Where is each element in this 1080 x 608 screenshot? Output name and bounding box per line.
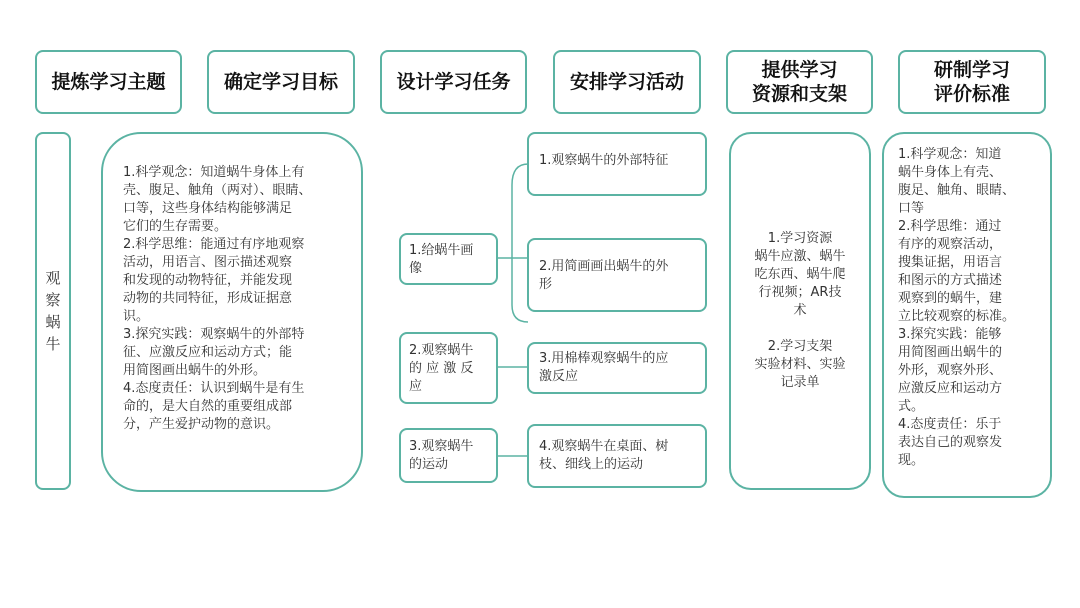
activity-cotton-swab: 3.用棉棒观察蜗牛的应 激反应 — [527, 342, 707, 394]
theme-box: 观 察 蜗 牛 — [35, 132, 71, 490]
bracket-task1 — [512, 164, 528, 322]
header-provide-resources: 提供学习 资源和支架 — [726, 50, 873, 114]
header-extract-theme: 提炼学习主题 — [35, 50, 182, 114]
header-evaluation-standards: 研制学习 评价标准 — [898, 50, 1046, 114]
header-arrange-activities: 安排学习活动 — [553, 50, 701, 114]
activity-draw-outline: 2.用简画画出蜗牛的外 形 — [527, 238, 707, 312]
header-design-tasks: 设计学习任务 — [380, 50, 527, 114]
activity-external-features: 1.观察蜗牛的外部特征 — [527, 132, 707, 196]
resources-box: 1.学习资源 蜗牛应激、蜗牛 吃东西、蜗牛爬 行视频；AR技 术 2.学习支架 实验材料、实验 记录单 — [729, 132, 871, 490]
header-define-goals: 确定学习目标 — [207, 50, 355, 114]
task-draw-snail: 1.给蜗牛画 像 — [399, 233, 498, 285]
activity-movement-surfaces: 4.观察蜗牛在桌面、树 枝、细线上的运动 — [527, 424, 707, 488]
task-stress-response: 2.观察蜗牛 的 应 激 反 应 — [399, 332, 498, 404]
goals-box: 1.科学观念：知道蜗牛身体上有 壳、腹足、触角（两对）、眼睛、 口等，这些身体结构能够满足 它们的生存需要。 2.科学思维：能通过有序地观察 活动，用语言、图示描述观察 和发现的动物特征，并能发现 动物的共同特征，形成证据意 识。 3.探究实践：观察蜗牛的外部特 征、应激反应和运动方式；能 用简图画出蜗牛的外形。 4.态度责任：认识到蜗牛是有生 命的，是大自然的重要组成部 分，产生爱护动物的意识。 — [101, 132, 363, 492]
task-snail-movement: 3.观察蜗牛 的运动 — [399, 428, 498, 483]
evaluation-box: 1.科学观念：知道 蜗牛身体上有壳、 腹足、触角、眼睛、 口等 2.科学思维：通过 有序的观察活动， 搜集证据，用语言 和图示的方式描述 观察到的蜗牛，建 立比较观察的标准。 3.探究实践：能够 用简图画出蜗牛的 外形，观察外形、 应激反应和运动方 式。 4.态度责任：乐于 表达自己的观察发 现。 — [882, 132, 1052, 498]
